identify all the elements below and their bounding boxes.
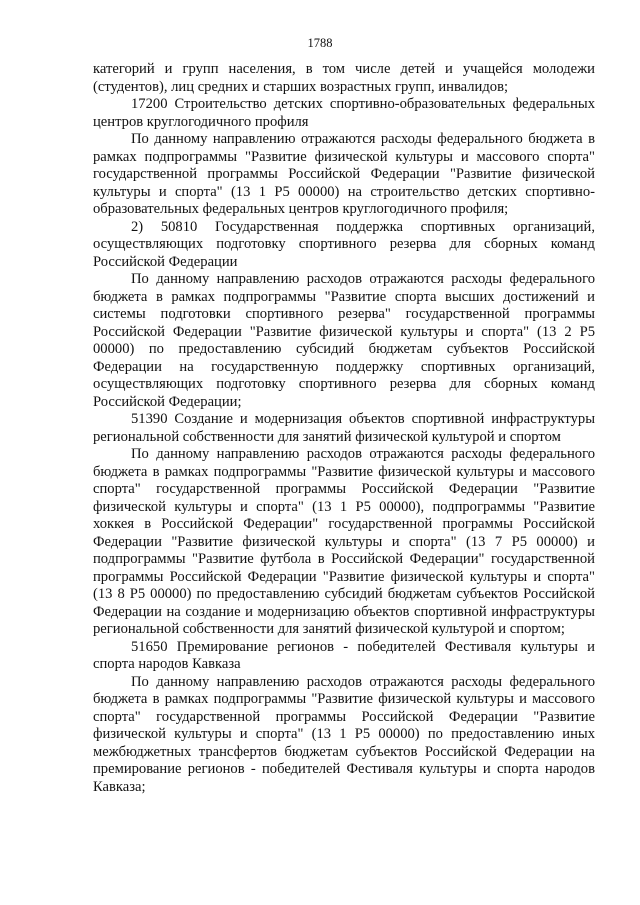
- paragraph-description: По данному направлению расходов отражаются расходы федерального бюджета в рамках подпрограммы "Развитие физической культуры и массового спорта" государственной программы Российской Федерации "Развитие физической культуры и спорта" (13 1 Р5 00000), подпрограммы "Развитие хоккея в Российской Федерации" государственной программы Российской Федерации "Развитие физической культуры и спорта" (13 7 Р5 00000) и подпрограммы "Развитие футбола в Российской Федерации" государственной программы Российской Федерации "Развитие физической культуры и спорта" (13 8 Р5 00000) по предоставлению субсидий бюджетам субъектов Российской Федерации на создание и модернизацию объектов спортивной инфраструктуры региональной собственности для занятий физической культурой и спортом;: [93, 446, 595, 637]
- page-number: 1788: [307, 36, 333, 50]
- paragraph-description: По данному направлению расходов отражаются расходы федерального бюджета в рамках подпрограммы "Развитие спорта высших достижений и системы подготовки спортивного резерва" государственной программы Российской Федерации "Развитие физической культуры и спорта" (13 2 Р5 00000) по предоставлению субсидий бюджетам субъектов Российской Федерации на государственную поддержку спортивных организаций, осуществляющих подготовку спортивного резерва для сборных команд Российской Федерации;: [93, 271, 595, 410]
- budget-code-heading-51650: 51650 Премирование регионов - победителей Фестиваля культуры и спорта народов Кавказа: [93, 638, 595, 672]
- budget-code-heading-17200: 17200 Строительство детских спортивно-образовательных федеральных центров круглогодичного профиля: [93, 96, 595, 130]
- document-body: [93, 61, 595, 796]
- paragraph-continuation: категорий и групп населения, в том числе детей и учащейся молодежи (студентов), лиц средних и старших возрастных групп, инвалидов;: [93, 61, 595, 95]
- paragraph-description: По данному направлению расходов отражаются расходы федерального бюджета в рамках подпрограммы "Развитие физической культуры и массового спорта" государственной программы Российской Федерации "Развитие физической культуры и спорта" (13 1 Р5 00000) по предоставлению иных межбюджетных трансфертов бюджетам субъектов Российской Федерации на премирование регионов - победителей Фестиваля культуры и спорта народов Кавказа;: [93, 673, 595, 795]
- budget-code-heading-51390: 51390 Создание и модернизация объектов спортивной инфраструктуры региональной собственности для занятий физической культурой и спортом: [93, 411, 595, 445]
- budget-code-heading-50810: 2) 50810 Государственная поддержка спортивных организаций, осуществляющих подготовку спортивного резерва для сборных команд Российской Федерации: [93, 218, 595, 270]
- paragraph-description: По данному направлению отражаются расходы федерального бюджета в рамках подпрограммы "Развитие физической культуры и массового спорта" государственной программы Российской Федерации "Развитие физической культуры и спорта" (13 1 Р5 00000) на строительство детских спортивно-образовательных федеральных центров круглогодичного профиля;: [93, 131, 595, 217]
